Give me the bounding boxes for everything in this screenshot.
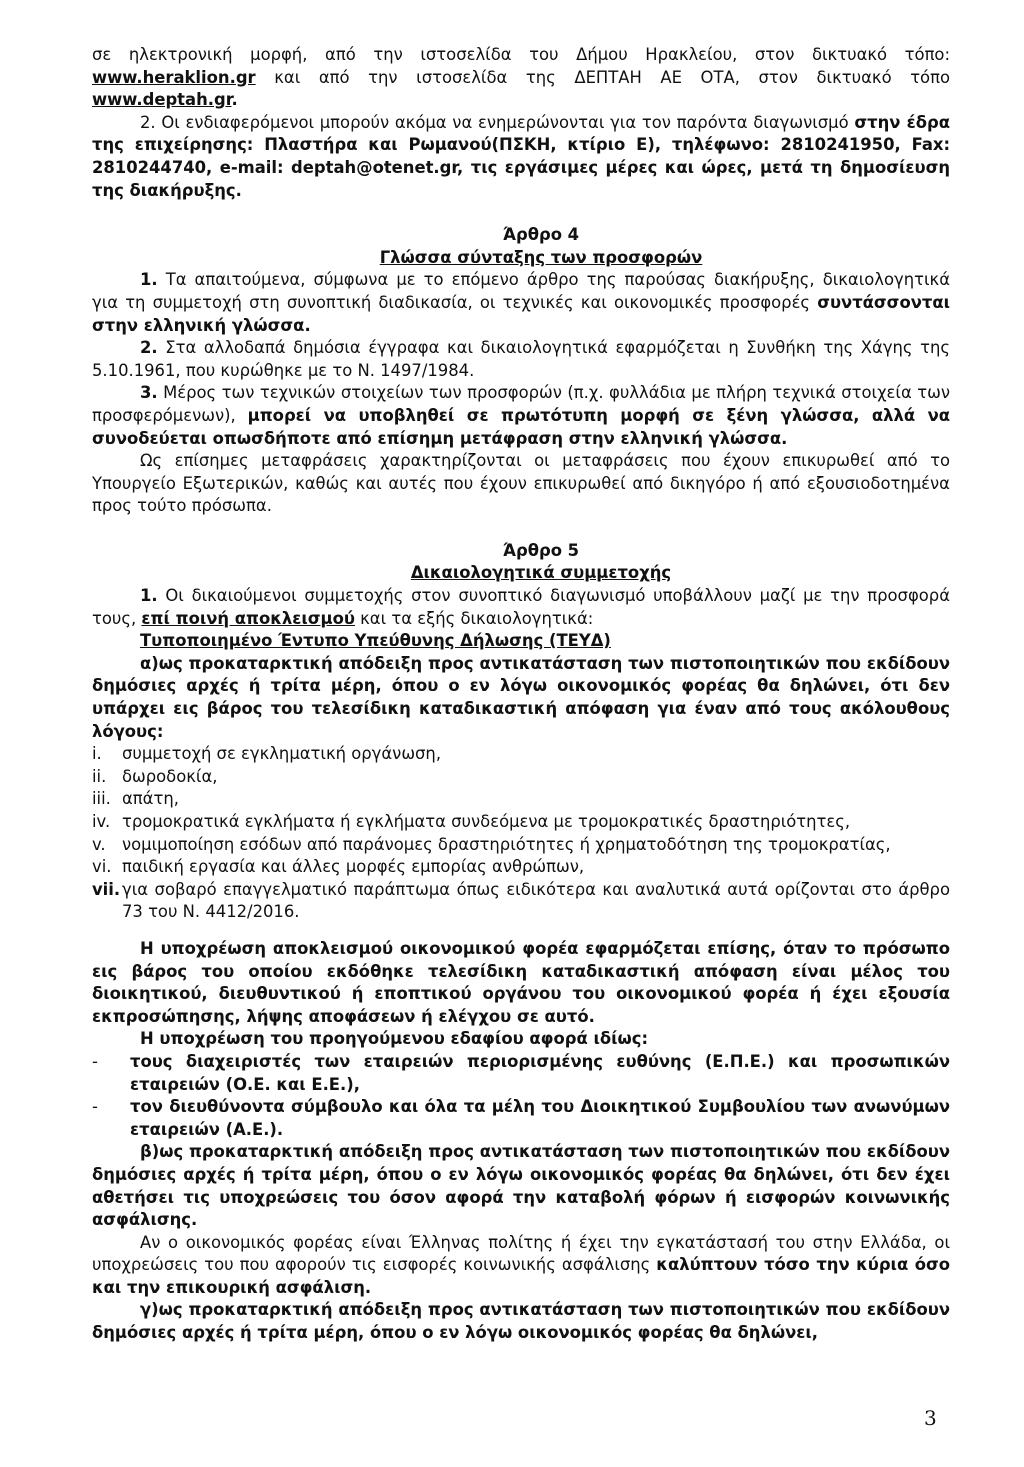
- article-5-paragraph-1: 1. Οι δικαιούμενοι συμμετοχής στον συνοπτικό διαγωνισμό υποβάλλουν μαζί με την προσφορά τους, επί ποινή αποκλεισμού και τα εξής δικαιολογητικά:: [92, 586, 950, 628]
- teyd-title: Τυποποιημένο Έντυπο Υπεύθυνης Δήλωσης (ΤΕΥΔ): [140, 631, 611, 651]
- contact-paragraph: 2. Οι ενδιαφερόμενοι μπορούν ακόμα να ενημερώνονται για τον παρόντα διαγωνισμό στην έδρα της επιχείρησης: Πλαστήρα και Ρωμανού(ΠΣΚΗ, κτίριο Ε), τηλέφωνο: 2810241950, Fax: 2810244740, e-mail: deptah@otenet.gr, τις εργάσιμες μέρες και ώρες, μετά τη δημοσίευση της διακήρυξης.: [92, 112, 950, 200]
- article-5-heading: Άρθρο 5: [502, 540, 580, 560]
- list-item: iii. απάτη,: [92, 789, 179, 809]
- article-4-heading: Άρθρο 4: [502, 225, 580, 245]
- list-item: i. συμμετοχή σε εγκληματική οργάνωση,: [92, 744, 442, 764]
- list-item: iv. τρομοκρατικά εγκλήματα ή εγκλήματα συνδεόμενα με τρομοκρατικές δραστηριότητες,: [92, 812, 851, 831]
- greek-citizen-paragraph: Αν ο οικονομικός φορέας είναι Έλληνας πολίτης ή έχει την εγκατάστασή του στην Ελλάδα, οι υποχρεώσεις του που αφορούν τις εισφορές κοινωνικής ασφάλισης καλύπτουν τόσο την κύρια όσο και την επικουρική ασφάλιση.: [92, 1232, 950, 1297]
- heraklion-link[interactable]: www.heraklion.gr: [92, 67, 256, 87]
- article-5-title: Δικαιολογητικά συμμετοχής: [410, 563, 672, 583]
- list-item: vii. για σοβαρό επαγγελματικό παράπτωμα όπως ειδικότερα και αναλυτικά αυτά ορίζονται στο άρθρο 73 του Ν. 4412/2016.: [92, 879, 950, 922]
- article-4-title: Γλώσσα σύνταξης των προσφορών: [379, 247, 703, 267]
- page-number: 3: [924, 1406, 937, 1430]
- list-item: - τον διευθύνοντα σύμβουλο και όλα τα μέλη του Διοικητικού Συμβουλίου των ανωνύμων εταιρειών (Α.Ε.).: [92, 1097, 950, 1139]
- exclusion-reasons-list: [92, 743, 950, 924]
- article-4-paragraph-4: Ως επίσημες μεταφράσεις χαρακτηρίζονται οι μεταφράσεις που έχουν επικυρωθεί από το Υπουργείο Εξωτερικών, καθώς και αυτές που έχουν επικυρωθεί από δικηγόρο ή από εξουσιοδοτημένα προς τούτο πρόσωπα.: [92, 451, 950, 516]
- exclusion-obligation-scope: Η υποχρέωση του προηγούμενου εδαφίου αφορά ιδίως:: [140, 1029, 649, 1049]
- deptah-link[interactable]: www.deptah.gr: [92, 90, 232, 110]
- exclusion-obligation: Η υποχρέωση αποκλεισμού οικονομικού φορέα εφαρμόζεται επίσης, όταν το πρόσωπο εις βάρος του οποίου εκδόθηκε τελεσίδικη καταδικαστική απόφαση είναι μέλος του διοικητικού, διευθυντικού ή εποπτικού οργάνου του οικονομικού φορέα ή έχει εξουσία εκπροσώπησης, λήψης αποφάσεων ή ελέγχου σε αυτό.: [92, 938, 950, 1026]
- document-body: [92, 44, 950, 1345]
- clause-a: α)ως προκαταρκτική απόδειξη προς αντικατάσταση των πιστοποιητικών που εκδίδουν δημόσιες αρχές ή τρίτα μέρη, όπου ο εν λόγω οικονομικός φορέας θα δηλώνει, ότι δεν υπάρχει εις βάρος του τελεσίδικη καταδικαστική απόφαση για έναν από τους ακόλουθους λόγους:: [92, 653, 950, 741]
- clause-c: γ)ως προκαταρκτική απόδειξη προς αντικατάσταση των πιστοποιητικών που εκδίδουν δημόσιες αρχές ή τρίτα μέρη, όπου ο εν λόγω οικονομικός φορέας θα δηλώνει,: [92, 1300, 950, 1343]
- list-item: v. νομιμοποίηση εσόδων από παράνομες δραστηριότητες ή χρηματοδότηση της τρομοκρατίας,: [92, 834, 891, 854]
- article-4-paragraph-2: 2. Στα αλλοδαπά δημόσια έγγραφα και δικαιολογητικά εφαρμόζεται η Συνθήκη της Χάγης της 5.10.1961, που κυρώθηκε με το Ν. 1497/1984.: [92, 338, 950, 380]
- article-4-paragraph-3: 3. Μέρος των τεχνικών στοιχείων των προσφορών (π.χ. φυλλάδια με πλήρη τεχνικά στοιχεία των προσφερόμενων), μπορεί να υποβληθεί σε πρωτότυπη μορφή σε ξένη γλώσσα, αλλά να συνοδεύεται οπωσδήποτε από επίσημη μετάφραση στην ελληνική γλώσσα.: [92, 383, 950, 448]
- list-item: ii. δωροδοκία,: [92, 766, 218, 786]
- list-item: vi. παιδική εργασία και άλλες μορφές εμπορίας ανθρώπων,: [92, 857, 585, 877]
- clause-b: β)ως προκαταρκτική απόδειξη προς αντικατάσταση των πιστοποιητικών που εκδίδουν δημόσιες αρχές ή τρίτα μέρη, όπου ο εν λόγω οικονομικός φορέας θα δηλώνει, ότι δεν έχει αθετήσει τις υποχρεώσεις του όσον αφορά την καταβολή φόρων ή εισφορών κοινωνικής ασφάλισης.: [92, 1142, 950, 1230]
- article-4-paragraph-1: 1. Τα απαιτούμενα, σύμφωνα με το επόμενο άρθρο της παρούσας διακήρυξης, δικαιολογητικά για τη συμμετοχή στη συνοπτική διαδικασία, οι τεχνικές και οικονομικές προσφορές συντάσσονται στην ελληνική γλώσσα.: [92, 270, 950, 335]
- intro-paragraph: σε ηλεκτρονική μορφή, από την ιστοσελίδα του Δήμου Ηρακλείου, στον δικτυακό τόπο: www.heraklion.gr και από την ιστοσελίδα της ΔΕΠΤΑΗ ΑΕ ΟΤΑ, στον δικτυακό τόπο www.deptah.gr.: [92, 45, 950, 110]
- list-item: - τους διαχειριστές των εταιρειών περιορισμένης ευθύνης (Ε.Π.Ε.) και προσωπικών εταιρειών (Ο.Ε. και Ε.Ε.),: [92, 1051, 950, 1094]
